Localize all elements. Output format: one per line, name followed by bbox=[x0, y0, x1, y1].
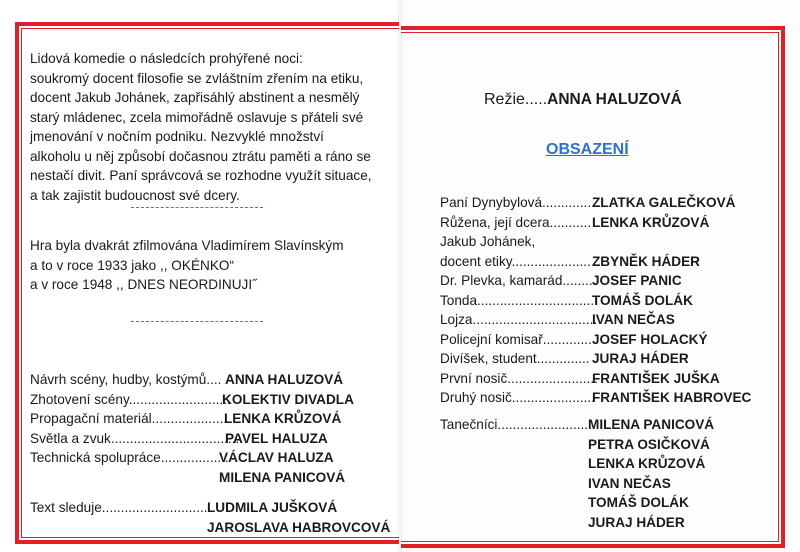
director-line bbox=[484, 91, 682, 109]
cast-name: ZLATKA GALEČKOVÁ bbox=[592, 195, 736, 210]
synopsis-line: nestačí divit. Paní správcová se rozhodne využít situace, bbox=[30, 168, 372, 183]
dancer-name: LENKA KRŮZOVÁ bbox=[588, 456, 706, 471]
dancer-name: MILENA PANICOVÁ bbox=[588, 417, 715, 432]
cast-heading: OBSAZENÍ bbox=[546, 141, 629, 158]
dashed-divider bbox=[131, 207, 263, 208]
cast-role: Divíšek, student.............. bbox=[440, 351, 590, 366]
cast-role: První nosič........................ bbox=[440, 370, 598, 386]
crew-name: ANNA HALUZOVÁ bbox=[225, 372, 344, 387]
cast-role: Jakub Johánek, bbox=[440, 234, 536, 249]
cast-role: Policejní komisař............. bbox=[440, 331, 592, 347]
cast-name: ZBYNĚK HÁDER bbox=[592, 253, 700, 269]
film-line: Hra byla dvakrát zfilmována Vladimírem Slavínským bbox=[30, 238, 344, 253]
dancers-label: Tanečníci......................... bbox=[440, 417, 592, 432]
cast-name: IVAN NEČAS bbox=[592, 312, 675, 327]
crew-name: LENKA KRŮZOVÁ bbox=[224, 411, 342, 426]
film-line: a v roce 1948 ,, DNES NEORDINUJI˝ bbox=[30, 277, 257, 292]
synopsis-line: Lidová komedie o následcích prohýřené noci: bbox=[30, 51, 303, 66]
cast-name: JURAJ HÁDER bbox=[592, 351, 689, 366]
crew-role: Propagační materiál..................... bbox=[30, 411, 231, 426]
cast-role: Růžena, její dcera........... bbox=[440, 214, 592, 230]
crew-role: Světla a zvuk.................................. bbox=[30, 430, 240, 446]
cast-name: JOSEF PANIC bbox=[592, 273, 682, 288]
synopsis-line: alkoholu u něj způsobí dočasnou ztrátu paměti a ráno se bbox=[30, 148, 371, 164]
synopsis-line: starý mládenec, zcela mimořádně oslavuje s přáteli své bbox=[30, 109, 364, 125]
synopsis bbox=[30, 49, 372, 205]
cast-role: Druhý nosič...................... bbox=[440, 390, 595, 405]
crew-role: Technická spolupráce.................. bbox=[30, 450, 229, 465]
crew-name: KOLEKTIV DIVADLA bbox=[222, 391, 354, 407]
dashed-divider bbox=[131, 321, 263, 322]
prompter-name: JAROSLAVA HABROVCOVÁ bbox=[207, 519, 391, 535]
cast-role: Tonda............................... bbox=[440, 292, 595, 308]
synopsis-line: docent Jakub Johánek, zapřisáhlý abstinent a nesmělý bbox=[30, 90, 360, 105]
dancer-name: IVAN NEČAS bbox=[588, 475, 671, 491]
crew-name: MILENA PANICOVÁ bbox=[219, 469, 346, 485]
crew-name: VÁCLAV HALUZA bbox=[219, 450, 334, 465]
crew-name: PAVEL HALUZA bbox=[225, 430, 328, 446]
cast-name: TOMÁŠ DOLÁK bbox=[592, 292, 693, 308]
film-adaptations bbox=[30, 236, 344, 295]
dancer-name: TOMÁŠ DOLÁK bbox=[588, 495, 689, 510]
director-name: ANNA HALUZOVÁ bbox=[547, 91, 682, 108]
cast-role: Paní Dynybylová............. bbox=[440, 195, 592, 210]
crew-role: Návrh scény, hudby, kostýmů.... bbox=[30, 372, 222, 387]
cast-name: JOSEF HOLACKÝ bbox=[592, 331, 708, 347]
cast-role: Lojza................................. bbox=[440, 312, 598, 327]
crew-role: Zhotovení scény........................... bbox=[30, 391, 231, 407]
cast-name: FRANTIŠEK HABROVEC bbox=[592, 390, 752, 405]
synopsis-line: soukromý docent filosofie se zvláštním zřením na etiku, bbox=[30, 70, 364, 86]
director-label: Režie..... bbox=[484, 91, 548, 108]
synopsis-line: a tak zajistit budoucnost své dcery. bbox=[30, 187, 240, 203]
cast-role: docent etiky..................... bbox=[440, 253, 591, 269]
prompter-name: LUDMILA JUŠKOVÁ bbox=[207, 500, 338, 515]
cast-name: FRANTIŠEK JUŠKA bbox=[592, 370, 720, 386]
dancer-name: PETRA OSIČKOVÁ bbox=[588, 436, 710, 452]
cast-name: LENKA KRŮZOVÁ bbox=[592, 214, 710, 230]
synopsis-line: jmenování v nočním podniku. Nezvyklé množství bbox=[30, 129, 324, 144]
dancer-name: JURAJ HÁDER bbox=[588, 514, 685, 530]
film-line: a to v roce 1933 jako ,, OKÉNKO“ bbox=[30, 257, 234, 273]
prompter-role: Text sleduje.............................. bbox=[30, 500, 216, 515]
cast-role: Dr. Plevka, kamarád......... bbox=[440, 273, 597, 288]
